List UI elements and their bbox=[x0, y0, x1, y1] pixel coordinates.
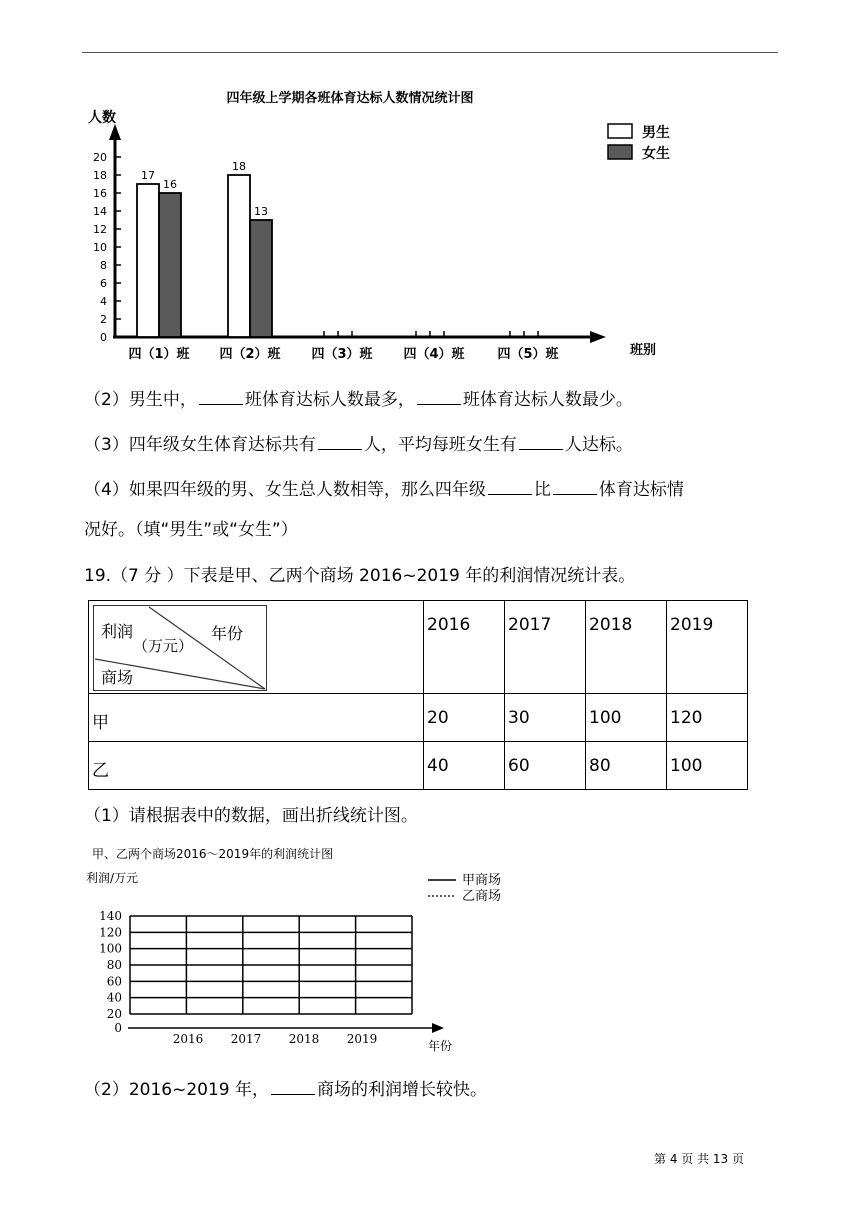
y-tick-label: 10 bbox=[93, 241, 107, 254]
question-19-2 bbox=[84, 1076, 487, 1102]
header-unit: （万元） bbox=[133, 637, 194, 655]
q3-text-a: （3）四年级女生体育达标共有 bbox=[84, 435, 316, 455]
legend-label-a: 甲商场 bbox=[462, 873, 502, 888]
q4-text-c: 体育达标情 bbox=[598, 480, 684, 500]
bar-boys bbox=[228, 175, 250, 337]
q4-blank-1[interactable] bbox=[488, 476, 532, 495]
question-19: 19.（7 分 ）下表是甲、乙两个商场 2016~2019 年的利润情况统计表。 bbox=[84, 566, 636, 586]
bar-girls-label: 16 bbox=[163, 178, 177, 191]
y-tick-label: 16 bbox=[93, 187, 107, 200]
table-header-row bbox=[89, 601, 748, 694]
q2-blank-1[interactable] bbox=[199, 386, 243, 405]
category-label: 四（1）班 bbox=[128, 347, 190, 362]
line-chart-x-arrow-icon bbox=[432, 1023, 444, 1033]
header-year-2016: 2016 bbox=[424, 601, 505, 694]
x-tick-label: 2017 bbox=[230, 1032, 262, 1046]
y-tick-label: 8 bbox=[100, 259, 107, 272]
bar-chart bbox=[70, 82, 710, 372]
table-diagonal-header bbox=[89, 601, 424, 694]
q19-2-text-a: （2）2016~2019 年， bbox=[84, 1080, 269, 1100]
q2-text-c: 班体育达标人数最少。 bbox=[462, 390, 633, 410]
y-tick-label: 6 bbox=[100, 277, 107, 290]
page-footer: 第 4 页 共 13 页 bbox=[654, 1152, 744, 1166]
x-axis-arrow-icon bbox=[590, 331, 606, 343]
q19-2-text-b: 商场的利润增长较快。 bbox=[317, 1080, 487, 1100]
line-chart bbox=[84, 842, 524, 1054]
question-4-cont: 况好。（填“男生”或“女生”） bbox=[84, 520, 298, 540]
bar-girls-label: 13 bbox=[254, 205, 268, 218]
question-4 bbox=[84, 476, 684, 502]
table-cell: 60 bbox=[505, 742, 586, 790]
y-tick-label: 2 bbox=[100, 313, 107, 326]
q4-blank-2[interactable] bbox=[553, 476, 597, 495]
header-rule bbox=[82, 52, 778, 53]
table-row bbox=[89, 694, 748, 742]
y-tick-label: 0 bbox=[114, 1021, 122, 1035]
line-chart-title: 甲、乙两个商场2016～2019年的利润统计图 bbox=[92, 847, 334, 861]
bar-chart-ylabel: 人数 bbox=[88, 110, 116, 126]
y-tick-label: 60 bbox=[106, 974, 122, 989]
bar-boys-label: 17 bbox=[141, 169, 155, 182]
category-label: 四（4）班 bbox=[403, 347, 465, 362]
bar-boys-label: 18 bbox=[232, 160, 246, 173]
legend-label-boys: 男生 bbox=[642, 125, 670, 141]
legend-swatch-boys bbox=[608, 124, 632, 138]
table-cell: 80 bbox=[586, 742, 667, 790]
profit-table bbox=[88, 600, 748, 790]
legend-label-girls: 女生 bbox=[642, 146, 670, 162]
y-tick-label: 14 bbox=[93, 205, 107, 218]
q3-blank-2[interactable] bbox=[519, 431, 563, 450]
row-name: 乙 bbox=[89, 742, 424, 790]
bar-girls bbox=[250, 220, 272, 337]
table-cell: 40 bbox=[424, 742, 505, 790]
row-name: 甲 bbox=[89, 694, 424, 742]
y-tick-label: 20 bbox=[106, 1007, 122, 1021]
table-cell: 120 bbox=[667, 694, 748, 742]
x-tick-label: 2016 bbox=[172, 1032, 204, 1046]
q4-text-b: 比 bbox=[533, 480, 551, 500]
question-3 bbox=[84, 431, 633, 457]
bar-chart-title: 四年级上学期各班体育达标人数情况统计图 bbox=[226, 91, 474, 106]
header-mall: 商场 bbox=[101, 668, 134, 687]
q19-2-blank[interactable] bbox=[271, 1076, 315, 1095]
category-label: 四（2）班 bbox=[219, 347, 281, 362]
bar-chart-xlabel: 班别 bbox=[630, 343, 657, 358]
table-row bbox=[89, 742, 748, 790]
category-label: 四（5）班 bbox=[497, 347, 559, 362]
legend-label-b: 乙商场 bbox=[462, 889, 502, 904]
y-tick-label: 0 bbox=[100, 331, 107, 344]
question-2 bbox=[84, 386, 633, 412]
header-year: 年份 bbox=[211, 624, 244, 643]
header-profit: 利润 bbox=[101, 622, 134, 641]
y-tick-label: 20 bbox=[93, 151, 107, 164]
bar-girls bbox=[159, 193, 181, 337]
table-cell: 100 bbox=[667, 742, 748, 790]
y-tick-label: 80 bbox=[106, 958, 122, 972]
y-tick-label: 140 bbox=[99, 909, 122, 923]
legend-swatch-girls bbox=[608, 145, 632, 159]
q2-text-b: 班体育达标人数最多， bbox=[244, 390, 415, 410]
x-tick-label: 2018 bbox=[288, 1032, 320, 1046]
y-tick-label: 18 bbox=[93, 169, 107, 182]
category-label: 四（3）班 bbox=[311, 347, 373, 362]
y-tick-label: 12 bbox=[93, 223, 107, 236]
header-year-2017: 2017 bbox=[505, 601, 586, 694]
q3-text-c: 人达标。 bbox=[564, 435, 633, 455]
q3-blank-1[interactable] bbox=[318, 431, 362, 450]
y-axis-arrow-icon bbox=[109, 124, 121, 140]
table-cell: 30 bbox=[505, 694, 586, 742]
y-tick-label: 40 bbox=[106, 990, 122, 1005]
bar-boys bbox=[137, 184, 159, 337]
q3-text-b: 人，平均每班女生有 bbox=[363, 435, 517, 455]
table-cell: 20 bbox=[424, 694, 505, 742]
x-tick-label: 2019 bbox=[346, 1032, 378, 1046]
q2-text-a: （2）男生中， bbox=[84, 390, 197, 410]
table-cell: 100 bbox=[586, 694, 667, 742]
y-tick-label: 120 bbox=[99, 925, 122, 940]
y-tick-label: 4 bbox=[100, 295, 107, 308]
q4-text-a: （4）如果四年级的男、女生总人数相等，那么四年级 bbox=[84, 480, 486, 500]
question-19-1: （1）请根据表中的数据，画出折线统计图。 bbox=[84, 806, 418, 826]
header-year-2019: 2019 bbox=[667, 601, 748, 694]
y-tick-label: 100 bbox=[99, 941, 122, 956]
line-chart-xlabel: 年份 bbox=[428, 1039, 453, 1053]
q2-blank-2[interactable] bbox=[417, 386, 461, 405]
line-chart-ylabel: 利润/万元 bbox=[86, 871, 139, 885]
header-year-2018: 2018 bbox=[586, 601, 667, 694]
